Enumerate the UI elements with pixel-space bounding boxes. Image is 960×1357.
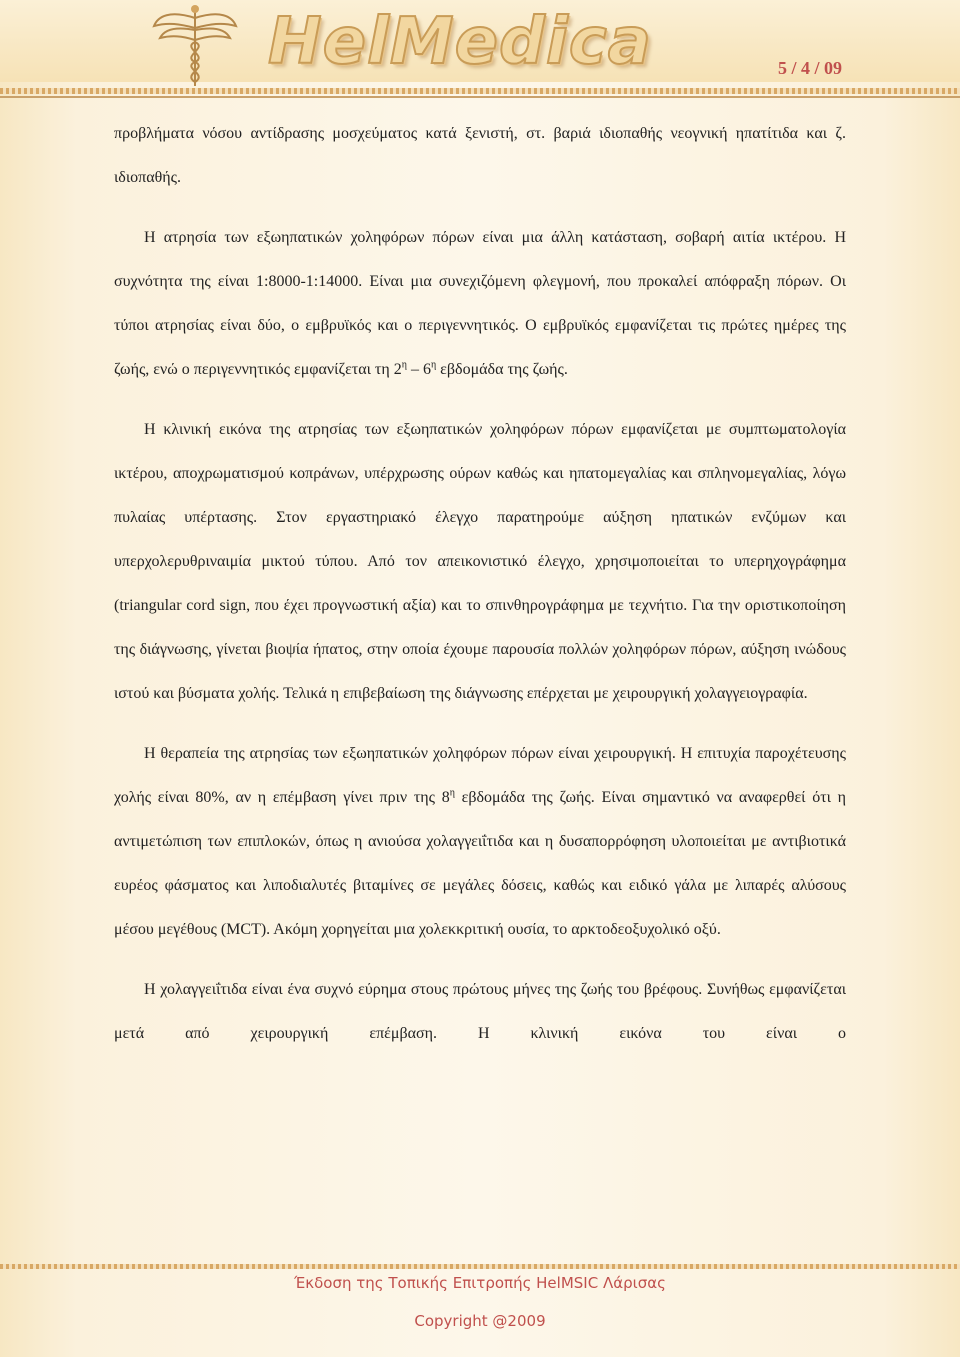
paragraph xyxy=(114,968,846,1056)
logo-wordmark: HelMedica xyxy=(268,5,652,79)
article-body xyxy=(114,112,846,1056)
header-divider xyxy=(0,88,960,94)
header-divider-line xyxy=(0,96,960,98)
paragraph xyxy=(114,216,846,392)
paragraph-text: Η κλινική εικόνα της ατρησίας των εξωηπατικών χοληφόρων πόρων εμφανίζεται με συμπτωματολογία ικτέρου, αποχρωματισμού κοπράνων, υπέρχρωσης ούρων καθώς και ηπατομεγαλίας και σπληνομεγαλίας, λόγω πυλαίας υπέρτασης. Στον εργαστηριακό έλεγχο παρατηρούμε αύξηση ηπατικών ενζύμων και υπερχολερυθριναιμία μικτού τύπου. Από τον απεικονιστικό έλεγχο, χρησιμοποιείται το υπερηχογράφημα (triangular cord sign, που έχει προγνωστική αξία) και το σπινθηρογράφημα με τεχνήτιο. Για την οριστικοποίηση της διάγνωσης, γίνεται βιοψία ήπατος, στην οποία έχουμε παρουσία πολλών χοληφόρων πόρων, αύξηση ινώδους ιστού και βύσματα χολής. Τελικά η επιβεβαίωση της διάγνωσης επέρχεται με χειρουργική χολαγγειογραφία. xyxy=(114,421,846,702)
ordinal-superscript: η xyxy=(449,787,455,799)
paragraph-text: προβλήματα νόσου αντίδρασης μοσχεύματος κατά ξενιστή, στ. βαριά ιδιοπαθής νεογνική ηπατίτιδα και ζ. ιδιοπαθής. xyxy=(114,125,846,186)
paragraph-text: – 6 xyxy=(406,361,431,378)
paragraph xyxy=(114,732,846,952)
footer-copyright: Copyright @2009 xyxy=(414,1312,546,1330)
page-header xyxy=(0,0,960,100)
footer-divider xyxy=(0,1264,960,1269)
caduceus-logo-icon xyxy=(150,2,240,88)
paragraph-text: εβδομάδα της ζωής. xyxy=(436,361,568,378)
paragraph-text: Η θεραπεία της ατρησίας των εξωηπατικών χοληφόρων πόρων είναι χειρουργική. Η επιτυχία παροχέτευσης χολής είναι 80%, αν η επέμβαση γίνει πριν της 8 xyxy=(114,745,846,806)
ordinal-superscript: η xyxy=(430,359,437,371)
footer-publisher: Έκδοση της Τοπικής Επιτροπής HelMSIC Λάρισας xyxy=(294,1274,666,1292)
paragraph-text: Η χολαγγειΐτιδα είναι ένα συχνό εύρημα στους πρώτους μήνες της ζωής του βρέφους. Συνήθως εμφανίζεται μετά από χειρουργική επέμβαση. Η κλινική εικόνα του είναι ο xyxy=(114,981,846,1042)
paragraph xyxy=(114,408,846,716)
paragraph-text: Η ατρησία των εξωηπατικών χοληφόρων πόρων είναι μια άλλη κατάσταση, σοβαρή αιτία ικτέρου. Η συχνότητα της είναι 1:8000-1:14000. Είναι μια συνεχιζόμενη φλεγμονή, που προκαλεί απόφραξη πόρων. Οι τύποι ατρησίας είναι δύο, ο εμβρυϊκός και ο περιγεννητικός. Ο εμβρυϊκός εμφανίζεται τις πρώτες ημέρες της ζωής, ενώ ο περιγεννητικός εμφανίζεται τη 2 xyxy=(114,229,846,378)
issue-date: 5 / 4 / 09 xyxy=(777,58,842,78)
paragraph xyxy=(114,112,846,200)
ordinal-superscript: η xyxy=(401,359,407,371)
paragraph-text: εβδομάδα της ζωής. Είναι σημαντικό να αναφερθεί ότι η αντιμετώπιση των επιπλοκών, όπως η ανιούσα χολαγγειΐτιδα και η δυσαπορρόφηση υλοποιείται με αντιβιοτικά ευρέος φάσματος και λιποδιαλυτές βιταμίνες σε μεγάλες δόσεις, καθώς και ειδικό γάλα με λιπαρές αλύσους μέσου μεγέθους (MCT). Ακόμη χορηγείται μια χολεκκριτική ουσία, το αρκτοδεοξυχολικό οξύ. xyxy=(114,789,846,938)
